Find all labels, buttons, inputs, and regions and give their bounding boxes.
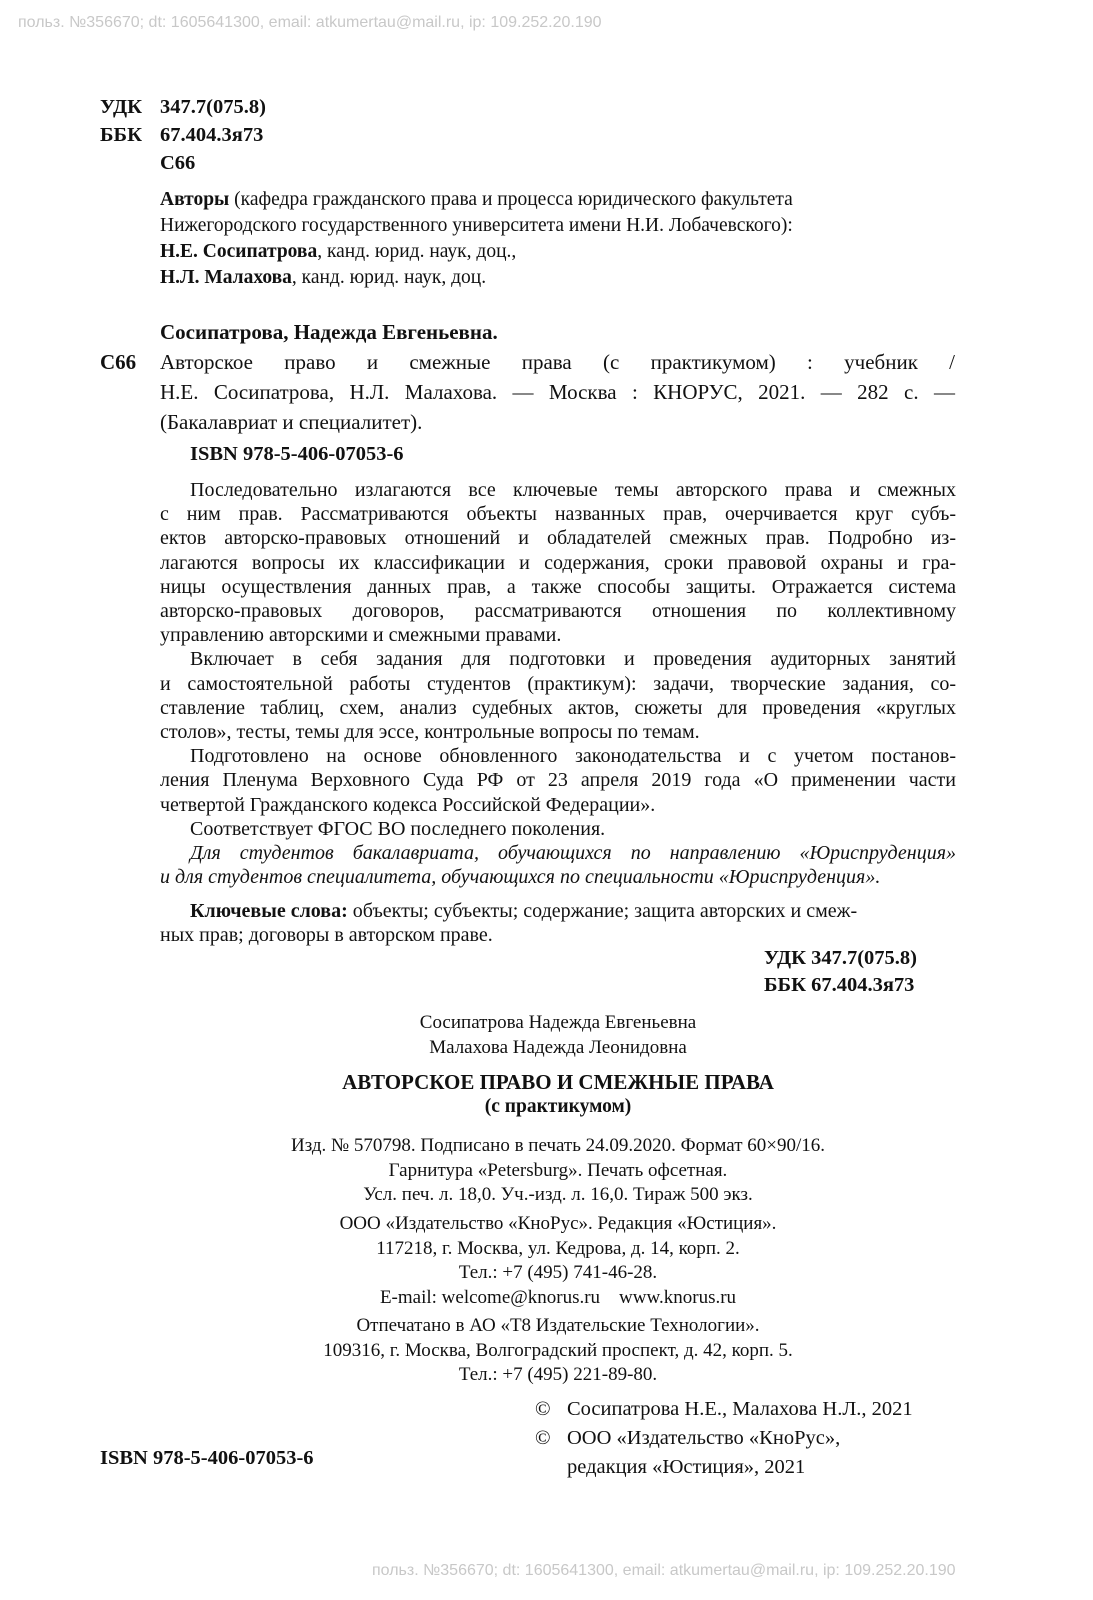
book-subtitle: (с практикумом) bbox=[484, 1096, 632, 1117]
audience-line-1: Для студентов бакалавриата, обучающихся по направлению «Юриспруденция» bbox=[190, 842, 956, 865]
authors-affiliation-2: Нижегородского государственного университета имени Н.И. Лобачевского): bbox=[160, 215, 793, 236]
bbk-label: ББК bbox=[100, 124, 142, 146]
citation-line-3: Н.Е. Сосипатрова, Н.Л. Малахова. — Москва : КНОРУС, 2021. — 282 с. — bbox=[160, 380, 955, 404]
publisher-line-3: Тел.: +7 (495) 741-46-28. bbox=[458, 1262, 658, 1284]
print-line-1: Изд. № 570798. Подписано в печать 24.09.2020. Формат 60×90/16. bbox=[290, 1135, 826, 1156]
author-2-degree: , канд. юрид. наук, доц. bbox=[291, 267, 487, 288]
author-mark: С66 bbox=[160, 152, 196, 174]
printer-line-1: Отпечатано в АО «Т8 Издательские Технологии». bbox=[356, 1315, 760, 1336]
colophon-author-2: Малахова Надежда Леонидовна bbox=[429, 1036, 687, 1058]
print-line-3: Усл. печ. л. 18,0. Уч.-изд. л. 16,0. Тираж 500 экз. bbox=[363, 1184, 753, 1206]
copyright-line-1: Сосипатрова Н.Е., Малахова Н.Л., 2021 bbox=[567, 1398, 913, 1420]
classification-codes bbox=[100, 93, 266, 177]
bbk-right: ББК 67.404.3я73 bbox=[764, 974, 915, 996]
udk-label: УДК bbox=[100, 96, 142, 118]
print-details bbox=[200, 1134, 916, 1208]
audience-line-2: и для студентов специалитета, обучающихся по специальности «Юриспруденция». bbox=[160, 866, 881, 889]
annotation bbox=[160, 478, 956, 889]
printer-details bbox=[200, 1314, 916, 1388]
watermark-bottom: польз. №356670; dt: 1605641300, email: atkumertau@mail.ru, ip: 109.252.20.190 bbox=[372, 1562, 956, 1579]
authors-label: Авторы bbox=[160, 189, 230, 210]
bbk-value: 67.404.3я73 bbox=[160, 124, 264, 146]
publisher-line-1: ООО «Издательство «КноРус». Редакция «Юстиция». bbox=[339, 1213, 777, 1234]
annotation-line: ставление таблиц, схем, анализ судебных актов, сюжеты для проведения «круглых bbox=[160, 696, 956, 719]
author-1-name: Н.Е. Сосипатрова bbox=[160, 241, 318, 262]
keywords-line-2: ных прав; договоры в авторском праве. bbox=[160, 924, 493, 947]
author-1-degree: , канд. юрид. наук, доц., bbox=[317, 241, 517, 262]
keywords-line-1: объекты; субъекты; содержание; защита авторских и смеж- bbox=[347, 900, 858, 922]
publisher-details bbox=[200, 1212, 916, 1310]
colophon-author-1: Сосипатрова Надежда Евгеньевна bbox=[419, 1012, 697, 1033]
annotation-line: ления Пленума Верховного Суда РФ от 23 апреля 2019 года «О применении части bbox=[160, 769, 956, 792]
annotation-line: лагаются вопросы их классификации и содержания, сроки правовой охраны и гра- bbox=[160, 551, 956, 574]
annotation-line: Включает в себя задания для подготовки и проведения аудиторных занятий bbox=[190, 648, 956, 671]
annotation-line: и самостоятельной работы студентов (практикум): задачи, творческие задания, со- bbox=[160, 672, 956, 695]
annotation-line: ницы осуществления данных прав, а также способы защиты. Отражается система bbox=[160, 575, 956, 598]
colophon-title-block bbox=[200, 1069, 916, 1119]
keywords bbox=[160, 899, 956, 947]
authors-affiliation-1: (кафедра гражданского права и процесса юридического факультета bbox=[229, 189, 793, 210]
publisher-line-2: 117218, г. Москва, ул. Кедрова, д. 14, корп. 2. bbox=[376, 1237, 740, 1259]
annotation-line: четвертой Гражданского кодекса Российской Федерации». bbox=[160, 793, 656, 816]
annotation-line: столов», тесты, темы для эссе, контрольные вопросы по темам. bbox=[160, 721, 700, 744]
citation-heading: Сосипатрова, Надежда Евгеньевна. bbox=[160, 320, 498, 344]
citation-line-2: Авторское право и смежные права (с практикумом) : учебник / bbox=[160, 350, 955, 374]
publisher-contacts: E-mail: welcome@knorus.ru www.knorus.ru bbox=[379, 1286, 737, 1308]
book-title: АВТОРСКОЕ ПРАВО И СМЕЖНЫЕ ПРАВА bbox=[342, 1070, 774, 1094]
citation-author-mark: С66 bbox=[100, 350, 137, 374]
author-2-name: Н.Л. Малахова bbox=[160, 267, 292, 288]
copyright-block bbox=[535, 1395, 913, 1482]
copyright-symbol: © bbox=[535, 1427, 551, 1449]
printer-line-2: 109316, г. Москва, Волгоградский проспект, д. 42, корп. 5. bbox=[323, 1339, 793, 1361]
udk-value: 347.7(075.8) bbox=[160, 96, 266, 118]
annotation-line: Подготовлено на основе обновленного законодательства и с учетом постанов- bbox=[190, 745, 956, 768]
annotation-line: управлению авторскими и смежными правами. bbox=[160, 624, 562, 647]
annotation-line: Последовательно излагаются все ключевые темы авторского права и смежных bbox=[190, 479, 956, 501]
bibliographic-citation bbox=[160, 317, 955, 437]
print-line-2: Гарнитура «Petersburg». Печать офсетная. bbox=[388, 1159, 728, 1181]
citation-line-4: (Бакалавриат и специалитет). bbox=[160, 410, 423, 434]
annotation-line: авторско-правовых договоров, рассматриваются отношения по коллективному bbox=[160, 600, 956, 623]
udk-right: УДК 347.7(075.8) bbox=[764, 947, 917, 969]
isbn-bottom: ISBN 978-5-406-07053-6 bbox=[100, 1447, 314, 1469]
copyright-line-3: редакция «Юстиция», 2021 bbox=[567, 1456, 806, 1478]
isbn-main: ISBN 978-5-406-07053-6 bbox=[190, 443, 404, 465]
authors-block bbox=[160, 187, 793, 291]
annotation-line: Соответствует ФГОС ВО последнего поколения. bbox=[190, 817, 606, 840]
printer-line-3: Тел.: +7 (495) 221-89-80. bbox=[458, 1364, 658, 1386]
copyright-line-2: ООО «Издательство «КноРус», bbox=[567, 1427, 841, 1449]
keywords-label: Ключевые слова: bbox=[190, 900, 348, 922]
annotation-line: с ним прав. Рассматриваются объекты названных прав, очерчивается круг субъ- bbox=[160, 503, 956, 526]
annotation-line: ектов авторско-правовых отношений и обладателей смежных прав. Подробно из- bbox=[160, 527, 956, 550]
watermark-top: польз. №356670; dt: 1605641300, email: atkumertau@mail.ru, ip: 109.252.20.190 bbox=[18, 14, 602, 31]
colophon-authors bbox=[200, 1011, 916, 1060]
copyright-symbol: © bbox=[535, 1398, 551, 1420]
classification-codes-right bbox=[764, 945, 917, 999]
